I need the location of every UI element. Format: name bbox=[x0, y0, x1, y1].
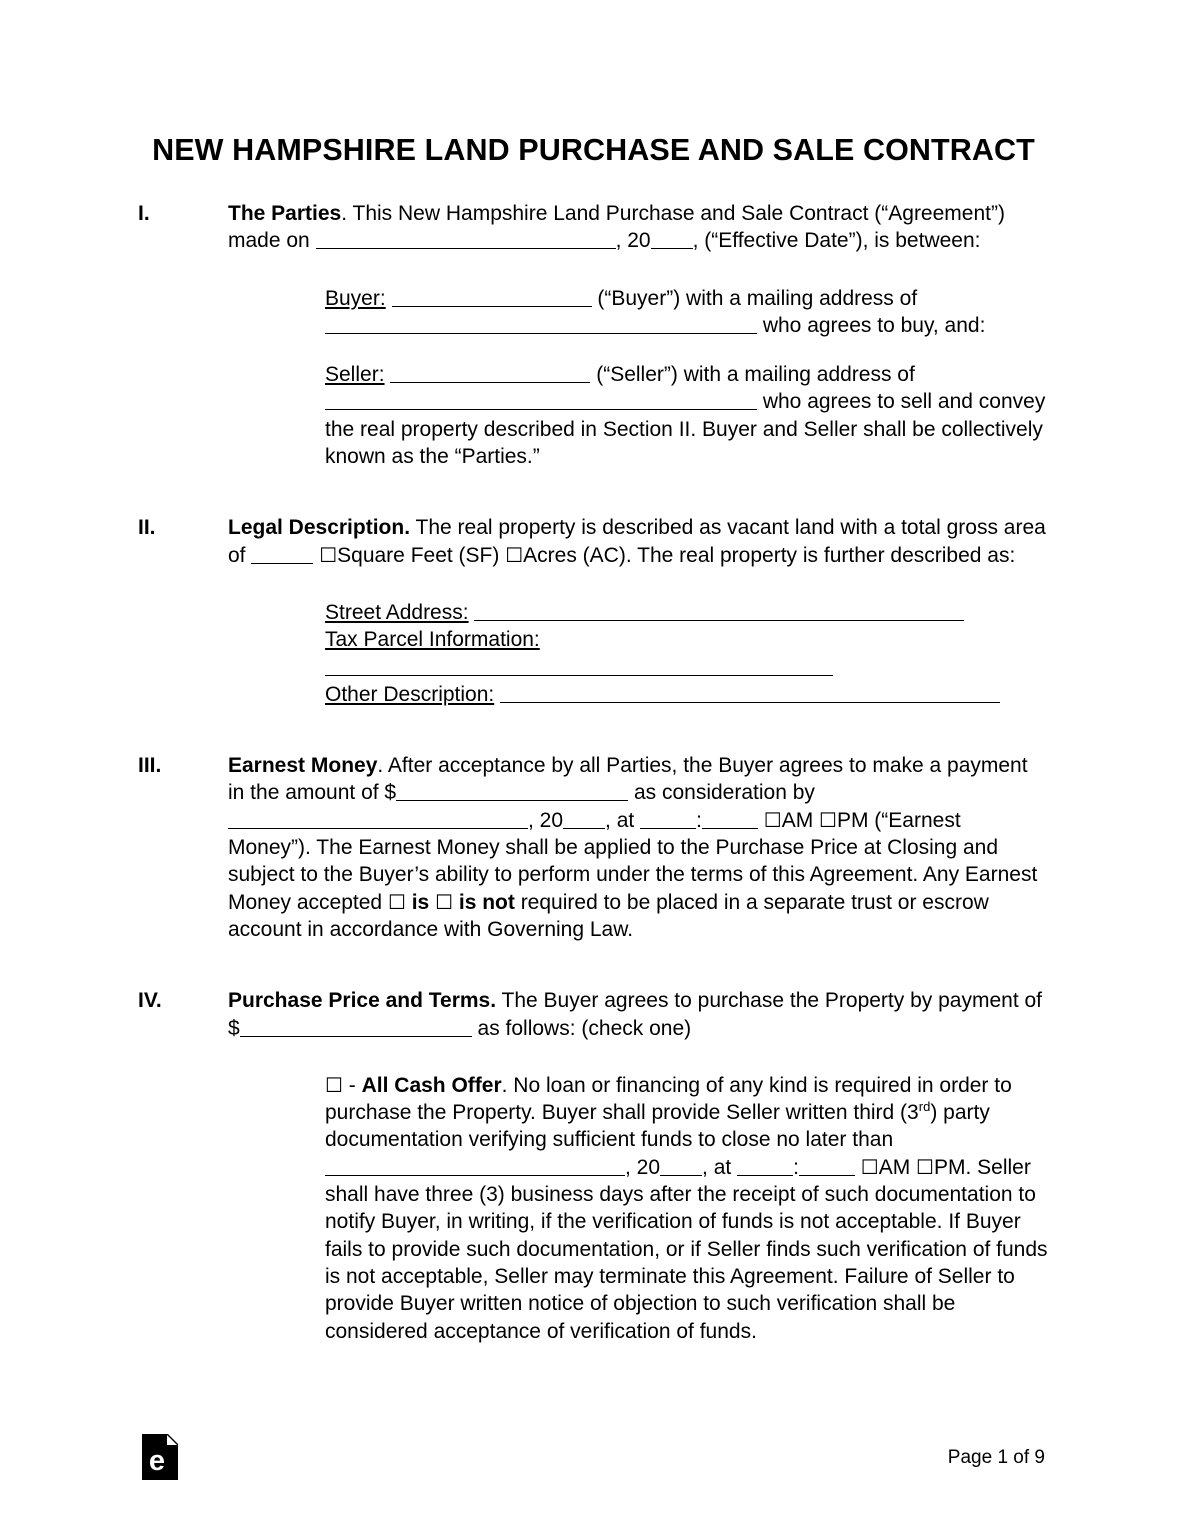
tax-parcel-label: Tax Parcel Information: bbox=[325, 628, 540, 652]
section-numeral-i: I. bbox=[138, 202, 150, 225]
checkbox-all-cash-am-icon[interactable]: ☐ bbox=[860, 1156, 879, 1179]
page-footer bbox=[142, 1434, 1045, 1494]
seller-after-text: (“Seller”) with a mailing address of bbox=[590, 363, 915, 387]
section-earnest-money-body bbox=[228, 752, 1048, 943]
all-cash-offer-body-2: ) party documentation verifying sufficient funds to close no later than bbox=[325, 1101, 990, 1152]
section-numeral-iii: III. bbox=[138, 754, 162, 778]
buyer-name-blank[interactable] bbox=[392, 286, 592, 306]
earnest-money-text-3: (“Earnest Money”). The Earnest Money shall be applied to the Purchase Price at Closing and subject to the Buyer’s ability to perform under the terms of this Agreement. Any Earnest Money accepted bbox=[228, 808, 1038, 914]
all-cash-year-blank[interactable] bbox=[660, 1155, 702, 1175]
checkbox-square-feet-icon[interactable]: ☐ bbox=[319, 544, 338, 567]
earnest-money-text-4: required to be placed in a separate trust or escrow account in accordance with Governing Law. bbox=[228, 890, 989, 941]
section-parties-intro: . This New Hampshire Land Purchase and Sale Contract (“Agreement”) made on bbox=[228, 202, 1005, 253]
all-cash-minute-blank[interactable] bbox=[799, 1155, 855, 1175]
all-cash-hour-blank[interactable] bbox=[737, 1155, 793, 1175]
section-purchase-price bbox=[138, 987, 1048, 1345]
section-purchase-price-heading: Purchase Price and Terms. bbox=[228, 989, 497, 1013]
section-legal-description bbox=[138, 514, 1048, 708]
all-cash-offer-body-3: . Seller shall have three (3) business days after the receipt of such documentation to notify Buyer, in writing, if the verification of funds is not acceptable. If Buyer fails to provide such documentation, or if Seller finds such verification of funds is not acceptable, Seller may terminate this Agreement. Failure of Seller to provide Buyer written notice of objection to such verification shall be considered acceptance of verification of funds. bbox=[325, 1155, 1048, 1343]
checkbox-earnest-pm-label: PM bbox=[836, 808, 869, 832]
earnest-hour-blank[interactable] bbox=[640, 808, 696, 828]
checkbox-all-cash-offer-icon[interactable]: ☐ bbox=[325, 1074, 343, 1097]
all-cash-close-date-blank[interactable] bbox=[325, 1155, 625, 1175]
section-earnest-money bbox=[138, 752, 1048, 943]
other-description-row bbox=[325, 681, 1048, 708]
section-parties-heading: The Parties bbox=[228, 202, 342, 225]
page-number: Page 1 of 9 bbox=[947, 1447, 1045, 1468]
all-cash-at-text: , at bbox=[702, 1155, 738, 1179]
property-detail-lines bbox=[325, 599, 1048, 708]
earnest-date-blank[interactable] bbox=[228, 808, 528, 828]
tax-parcel-blank[interactable] bbox=[325, 655, 833, 675]
spacer bbox=[228, 339, 1048, 361]
all-cash-offer-option bbox=[325, 1072, 1048, 1345]
checkbox-all-cash-pm-label: PM bbox=[933, 1155, 966, 1179]
checkbox-all-cash-pm-icon[interactable]: ☐ bbox=[916, 1156, 934, 1179]
seller-block bbox=[325, 361, 1048, 470]
checkbox-earnest-pm-icon[interactable]: ☐ bbox=[819, 809, 837, 832]
checkbox-is-not-label: is not bbox=[458, 890, 515, 914]
all-cash-offer-dash: - bbox=[348, 1073, 362, 1097]
earnest-time-colon: : bbox=[696, 808, 702, 832]
section-legal-description-heading: Legal Description. bbox=[228, 516, 411, 540]
street-address-label: Street Address: bbox=[325, 600, 469, 624]
all-cash-year-prefix: , 20 bbox=[625, 1155, 661, 1179]
section-parties bbox=[138, 200, 1048, 470]
section-numeral-iv: IV. bbox=[138, 989, 162, 1013]
checkbox-acres-label: Acres (AC) bbox=[523, 543, 626, 567]
checkbox-earnest-am-label: AM bbox=[781, 808, 814, 832]
earnest-money-text-1: . After acceptance by all Parties, the Buyer agrees to make a payment in the amount of $ bbox=[228, 754, 1028, 805]
legal-description-text-1: The real property is described as vacant land with a total gross area of bbox=[228, 516, 1046, 567]
eforms-logo-icon[interactable] bbox=[142, 1434, 178, 1480]
seller-label: Seller: bbox=[325, 363, 385, 387]
section-parties-after-year: , (“Effective Date”), is between: bbox=[692, 229, 981, 253]
earnest-minute-blank[interactable] bbox=[702, 808, 758, 828]
all-cash-offer-body-1: . No loan or financing of any kind is required in order to purchase the Property. Buyer shall provide Seller written third (3 bbox=[325, 1073, 1012, 1125]
section-earnest-money-heading: Earnest Money bbox=[228, 754, 378, 778]
earnest-money-text-2: as consideration by bbox=[628, 781, 815, 805]
earnest-at-text: , at bbox=[605, 808, 641, 832]
checkbox-is-label: is bbox=[411, 890, 430, 914]
earnest-year-prefix: , 20 bbox=[528, 808, 564, 832]
seller-name-blank[interactable] bbox=[390, 363, 590, 383]
effective-date-blank[interactable] bbox=[316, 229, 616, 249]
seller-address-blank[interactable] bbox=[325, 390, 757, 410]
checkbox-is-icon[interactable]: ☐ bbox=[387, 891, 406, 914]
all-cash-offer-superscript: rd bbox=[918, 1099, 931, 1115]
earnest-year-blank[interactable] bbox=[563, 808, 605, 828]
spacer bbox=[228, 255, 1048, 285]
legal-description-text-2: . The real property is further described as: bbox=[625, 543, 1016, 567]
street-address-row bbox=[325, 599, 1048, 626]
svg-text:e: e bbox=[148, 1445, 166, 1477]
section-parties-year-prefix: , 20 bbox=[615, 229, 651, 253]
spacer bbox=[138, 492, 1048, 514]
buyer-address-tail: who agrees to buy, and: bbox=[757, 313, 986, 337]
section-parties-body bbox=[228, 200, 1048, 470]
purchase-price-blank[interactable] bbox=[240, 1016, 472, 1036]
checkbox-all-cash-am-label: AM bbox=[878, 1155, 911, 1179]
tax-parcel-row bbox=[325, 626, 1048, 681]
purchase-price-text-1: The Buyer agrees to purchase the Property by payment of $ bbox=[228, 989, 1042, 1040]
other-description-label: Other Description: bbox=[325, 682, 495, 706]
effective-year-blank[interactable] bbox=[651, 229, 693, 249]
checkbox-acres-icon[interactable]: ☐ bbox=[505, 544, 524, 567]
purchase-price-text-2: as follows: (check one) bbox=[471, 1016, 692, 1040]
gross-area-blank[interactable] bbox=[251, 543, 313, 563]
all-cash-time-colon: : bbox=[793, 1155, 799, 1179]
page-title: NEW HAMPSHIRE LAND PURCHASE AND SALE CONTRACT bbox=[152, 133, 1035, 167]
seller-address-tail: who agrees to sell and convey the real property described in Section II. Buyer and Seller shall be collectively known as the “Parties.” bbox=[325, 390, 1046, 469]
earnest-amount-blank[interactable] bbox=[396, 781, 628, 801]
checkbox-earnest-am-icon[interactable]: ☐ bbox=[763, 809, 782, 832]
buyer-block bbox=[325, 285, 1048, 340]
buyer-after-text: (“Buyer”) with a mailing address of bbox=[591, 286, 918, 310]
street-address-blank[interactable] bbox=[474, 601, 964, 621]
section-purchase-price-body bbox=[228, 987, 1048, 1345]
buyer-address-blank[interactable] bbox=[325, 314, 757, 334]
checkbox-square-feet-label: Square Feet (SF) bbox=[337, 543, 500, 567]
buyer-label: Buyer: bbox=[325, 286, 386, 310]
section-numeral-ii: II. bbox=[138, 516, 156, 540]
checkbox-is-not-icon[interactable]: ☐ bbox=[435, 891, 454, 914]
all-cash-offer-label: All Cash Offer bbox=[361, 1073, 502, 1097]
spacer bbox=[228, 1042, 1048, 1072]
spacer bbox=[138, 730, 1048, 752]
spacer bbox=[138, 965, 1048, 987]
section-legal-description-body bbox=[228, 514, 1048, 708]
other-description-blank[interactable] bbox=[500, 683, 1000, 703]
document-body bbox=[138, 200, 1048, 1367]
spacer bbox=[228, 569, 1048, 599]
